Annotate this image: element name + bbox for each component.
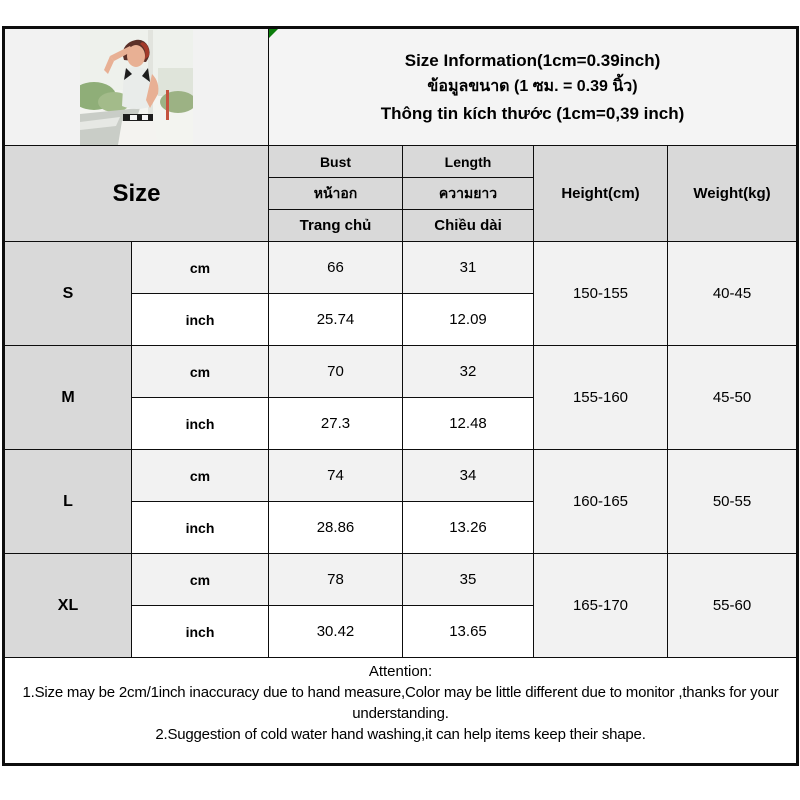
length-inch-value: 13.65 [403, 606, 534, 658]
attention-note [4, 658, 798, 765]
bust-inch-value: 27.3 [269, 398, 403, 450]
bust-cm-value: 74 [269, 450, 403, 502]
attention-line-2: 2.Suggestion of cold water hand washing,it can help items keep their shape. [155, 726, 646, 743]
table-row [4, 554, 798, 606]
cell-flag-icon [269, 29, 278, 38]
title-vietnamese: Thông tin kích thước (1cm=0,39 inch) [380, 104, 685, 123]
unit-cm-label: cm [132, 346, 269, 398]
table-row [4, 242, 798, 294]
attention-line-1: 1.Size may be 2cm/1inch inaccuracy due to hand measure,Color may be little different due to monitor ,thanks for your understanding. [22, 684, 779, 722]
bust-inch-value: 30.42 [269, 606, 403, 658]
length-cm-value: 31 [403, 242, 534, 294]
unit-inch-label: inch [132, 606, 269, 658]
height-value: 150-155 [534, 242, 668, 346]
weight-value: 40-45 [668, 242, 798, 346]
weight-column-header: Weight(kg) [668, 146, 798, 242]
length-cm-value: 35 [403, 554, 534, 606]
length-header-vi: Chiều dài [403, 210, 534, 242]
size-chart-table [2, 26, 799, 766]
weight-value: 50-55 [668, 450, 798, 554]
bust-header-th: หน้าอก [269, 178, 403, 210]
weight-value: 45-50 [668, 346, 798, 450]
bust-cm-value: 70 [269, 346, 403, 398]
length-header-en: Length [403, 146, 534, 178]
title-thai: ข้อมูลขนาด (1 ซม. = 0.39 นิ้ว) [427, 78, 638, 95]
unit-cm-label: cm [132, 242, 269, 294]
bust-cm-value: 66 [269, 242, 403, 294]
size-label-s: S [4, 242, 132, 346]
bust-inch-value: 28.86 [269, 502, 403, 554]
product-photo [80, 30, 193, 145]
length-header-th: ความยาว [403, 178, 534, 210]
title-english: Size Information(1cm=0.39inch) [404, 51, 661, 70]
length-inch-value: 12.48 [403, 398, 534, 450]
table-row [4, 346, 798, 398]
bust-cm-value: 78 [269, 554, 403, 606]
bust-header-en: Bust [269, 146, 403, 178]
length-inch-value: 13.26 [403, 502, 534, 554]
length-inch-value: 12.09 [403, 294, 534, 346]
size-information-header [269, 28, 798, 146]
size-column-header: Size [4, 146, 269, 242]
size-label-xl: XL [4, 554, 132, 658]
table-row [4, 450, 798, 502]
unit-inch-label: inch [132, 294, 269, 346]
unit-cm-label: cm [132, 450, 269, 502]
height-value: 155-160 [534, 346, 668, 450]
bust-inch-value: 25.74 [269, 294, 403, 346]
attention-title: Attention: [368, 663, 433, 680]
height-value: 160-165 [534, 450, 668, 554]
height-value: 165-170 [534, 554, 668, 658]
size-label-m: M [4, 346, 132, 450]
length-cm-value: 32 [403, 346, 534, 398]
unit-inch-label: inch [132, 502, 269, 554]
size-label-l: L [4, 450, 132, 554]
bust-header-vi: Trang chủ [269, 210, 403, 242]
weight-value: 55-60 [668, 554, 798, 658]
product-photo-cell [4, 28, 269, 146]
length-cm-value: 34 [403, 450, 534, 502]
height-column-header: Height(cm) [534, 146, 668, 242]
unit-inch-label: inch [132, 398, 269, 450]
unit-cm-label: cm [132, 554, 269, 606]
